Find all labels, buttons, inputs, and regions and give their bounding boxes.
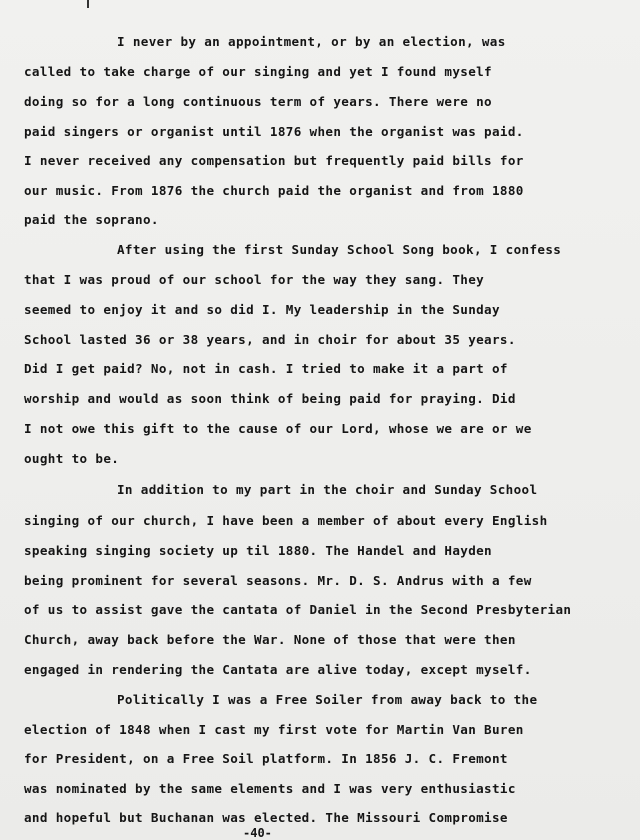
text-line: engaged in rendering the Cantata are alive today, except myself.	[24, 662, 532, 677]
text-line: Church, away back before the War. None of those that were then	[24, 632, 516, 647]
text-line: our music. From 1876 the church paid the organist and from 1880	[24, 183, 524, 198]
text-line: doing so for a long continuous term of years. There were no	[24, 94, 492, 109]
text-line: and hopeful but Buchanan was elected. The Missouri Compromise	[24, 810, 508, 825]
text-line: I not owe this gift to the cause of our Lord, whose we are or we	[24, 421, 532, 436]
text-line: being prominent for several seasons. Mr. D. S. Andrus with a few	[24, 573, 532, 588]
text-line: seemed to enjoy it and so did I. My leadership in the Sunday	[24, 302, 500, 317]
text-line: Politically I was a Free Soiler from away back to the	[117, 692, 538, 707]
text-line: ought to be.	[24, 451, 120, 466]
text-line: of us to assist gave the cantata of Daniel in the Second Presbyterian	[24, 602, 572, 617]
text-line: paid the soprano.	[24, 212, 159, 227]
text-line: In addition to my part in the choir and Sunday School	[117, 482, 538, 497]
text-line: School lasted 36 or 38 years, and in choir for about 35 years.	[24, 332, 516, 347]
top-margin-mark	[87, 0, 89, 8]
text-line: was nominated by the same elements and I was very enthusiastic	[24, 781, 516, 796]
page-number: -40-	[243, 826, 272, 840]
text-line: for President, on a Free Soil platform. In 1856 J. C. Fremont	[24, 751, 508, 766]
text-line: worship and would as soon think of being paid for praying. Did	[24, 391, 516, 406]
text-line: that I was proud of our school for the way they sang. They	[24, 272, 485, 287]
text-line: singing of our church, I have been a member of about every English	[24, 513, 548, 528]
text-line: Did I get paid? No, not in cash. I tried to make it a part of	[24, 361, 508, 376]
text-line: paid singers or organist until 1876 when the organist was paid.	[24, 124, 524, 139]
text-line: called to take charge of our singing and yet I found myself	[24, 64, 492, 79]
text-line: After using the first Sunday School Song book, I confess	[117, 242, 562, 257]
text-line: I never received any compensation but frequently paid bills for	[24, 153, 524, 168]
text-line: speaking singing society up til 1880. The Handel and Hayden	[24, 543, 492, 558]
text-line: election of 1848 when I cast my first vote for Martin Van Buren	[24, 722, 524, 737]
text-line: I never by an appointment, or by an election, was	[117, 34, 506, 49]
